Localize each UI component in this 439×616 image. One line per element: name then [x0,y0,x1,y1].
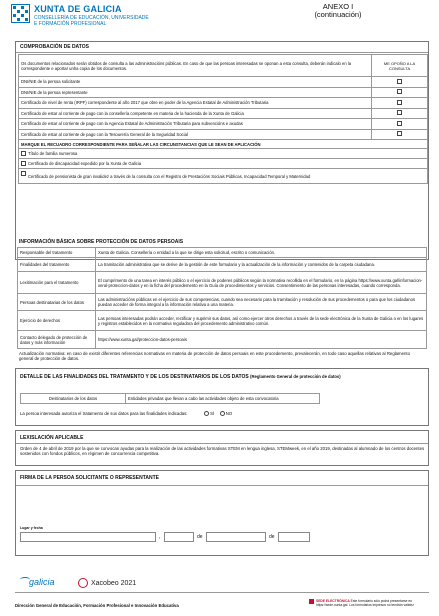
verification-item: DNI/NIE de la persoa solicitante [19,77,372,88]
brand-name: XUNTA DE GALICIA [34,4,122,14]
xunta-logo-icon [11,4,30,23]
protection-value: La tramitación administrativa que se derive de la gestión de este formulario y la actualización de la información y contenidos de la carpeta ciudadana. [96,258,427,272]
protection-label: Persoas destinatarias de los datos [18,294,96,311]
verification-item: Certificado de estar al corriente de pago con la Tesourería General de la Seguridad Social [19,129,372,140]
xacobeo-shell-icon [78,578,88,588]
protection-table [17,247,427,349]
table-row [18,311,427,331]
recipients-label: Destinatarios de los datos [21,394,126,404]
protection-link[interactable]: https://www.xunta.gal/proteccion-datos-persoais [96,331,427,349]
de-separator: de [269,534,275,540]
recipients-table [20,393,320,404]
oppose-checkbox[interactable] [397,131,402,136]
table-row [19,169,428,184]
circumstance-checkbox[interactable] [21,161,26,166]
signature-title: FIRMA DE LA PERSOA SOLICITANTE O REPRESENTANTE [20,475,159,481]
verification-item: Certificado de estar al corriente de pago con la Agencia Estatal de Administración Tributaria para subvencións e axudas [19,119,372,130]
authorize-row [20,411,232,416]
circumstance-checkbox[interactable] [21,151,26,156]
table-row [19,77,428,88]
normative-note: Actualización normativa: en caso de existir diferentes referencias normativas en materia de protección de datos persoais en este procedemento, prevalecerán, en todo caso aquellas relativas al Reglamento general de protección de datos. [19,351,410,362]
table-row [18,331,427,349]
oppose-checkbox[interactable] [397,121,402,126]
protection-value: Xunta de Galicia. Consellería o entidad a la que se dirige esta solicitud, escrito o comunicación. [96,248,427,258]
verification-intro: Os documentos relacionados serán obtidos de consulta a las administracións públicas. En caso de que las persoas interesadas se oponan a esta consulta, deberán indicalo en la correspondente e aportar unha copia de los documentos. [19,55,372,77]
recipients-value: Entidades privadas que llevan a cabo las actividades objeto de esta convocatoria [126,394,320,404]
year-input[interactable] [278,532,310,542]
footer-divider [15,592,429,593]
protection-label: Ejercicio de derechos [18,311,96,331]
table-row [21,394,320,404]
table-row [19,108,428,119]
oppose-checkbox[interactable] [397,110,402,115]
legislation-text: Orden de 4 de abril de 2019 por la que se convocan ayudas para la realización de las actividades formativas STEM en lengua inglesa, STEMweek, en el año 2019, destinadas al alumnado de los centros docentes sostenidos con fondos públicos, en régimen de concurrencia competitiva. [20,446,425,457]
oppose-header: ME OPOÑO A LA CONSULTA [372,55,428,77]
header [11,4,311,36]
circumstance-label: Certificado de discapacidad expedido por la Xunta de Galicia [28,160,142,166]
protection-section [15,235,429,362]
verification-title: COMPROBACIÓN DE DATOS [20,44,89,50]
authorize-text: La persoa interesada autoriza el tratamento de sus datos para las finalidades indicadas: [20,411,188,416]
protection-label: Finalidades del tratamento [18,258,96,272]
verification-item: DNI/NIE de la persoa representante [19,87,372,98]
circumstance-label: Título de familia numerosa [28,150,78,156]
table-row [18,258,427,272]
table-row [18,294,427,311]
authorize-no-radio[interactable] [220,411,225,416]
signature-section [15,470,429,556]
circumstance-checkbox[interactable] [21,171,26,176]
mark-title: MARQUE EL RECUADRO CORRESPONDIENTE PARA SEÑALAR LAS CIRCUNSTANCIAS QUE LE SEAN DE APLICACIÓN [19,140,428,149]
legislation-title: LEXISLACIÓN APLICABLE [20,435,84,441]
department-name: CONSELLERÍA DE EDUCACIÓN, UNIVERSIDADE E FORMACIÓN PROFESIONAL [34,15,149,27]
protection-title: INFORMACIÓN BÁSICA SOBRE PROTECCIÓN DE DATOS PERSOAIS [19,239,184,245]
xacobeo-logo: Xacobeo 2021 [78,578,136,588]
table-row [19,119,428,130]
table-row [18,248,427,258]
verification-item: Certificado de estar al corriente de pago con la consellería competente en materia de la hacienda de la Xunta de Galicia [19,108,372,119]
circumstance-label: Certificado de pensionista de gran invalidez a través de la consulta con el Registro de Prestacións Sociais Públicas, Incapacidad Temporal y Maternidad [28,173,311,179]
verification-section [15,41,429,260]
authorize-yes-radio[interactable] [204,411,209,416]
authorize-yes-label: SÍ [210,411,215,416]
sede-icon [309,599,314,604]
protection-label: Contacto delegado de protección de datos y más información [18,331,96,349]
directorate-name: Dirección General de Educación, Formación Profesional e Innovación Educativa [15,603,179,608]
oppose-checkbox[interactable] [397,100,402,105]
protection-value: Las persoas interesadas podrán acceder, rectificar y suprimir sus datos, así como ejercer otros derechos a través de la sede electrónica de la Xunta de Galicia o en los lugares y registros establecidos en la normativa reguladora del procedemento administrativo común. [96,311,427,331]
sede-notice: SEDE ELECTRÓNICA Este formulario sólo podrá presentarse en https://sede.xunta.gal. Los formularios impresos no tendrán validez [309,599,435,607]
protection-value: Las administracións públicas en el ejercicio de sus competencias, cuando sea necesario para la tramitación y resolución de sus procedementos o para que los ciudadanos puedan acceder de forma integral a la información relativa a una materia. [96,294,427,311]
oppose-checkbox[interactable] [397,89,402,94]
comma-separator: , [159,534,161,540]
purposes-title: DETALLE DE LAS FINALIDADES DEL TRATAMENTO Y DE LOS DESTINATARIOS DE LOS DATOS (Reglamento General de protección de datos) [20,374,341,380]
protection-label: Lexitimación para el tratamento [18,272,96,294]
place-input[interactable] [20,532,156,542]
table-row [19,149,428,159]
place-date-label: Lugar y fecha [20,526,43,530]
protection-label: Responsable del tratamento [18,248,96,258]
purposes-section [15,368,429,426]
table-row [18,272,427,294]
galicia-logo: galicia [20,577,55,587]
protection-value: El cumprimento de una tarea en interés público o el ejercicio de poderes públicos según la normativa recollida en el formulario, en la página https://www.xunta.gal/informacion-xeral-proteccion-datos y en la ficha del procedemento en la Guía de procedimientos y servicios. Consentimiento de las personas interesadas, cuando corresponda. [96,272,427,294]
table-row [19,159,428,169]
authorize-no-label: NO [225,411,233,416]
de-separator: de [197,534,203,540]
legislation-section [15,430,429,466]
verification-table [18,54,428,184]
verification-item: Certificado de nivel de renta (IRPF) correspondente al año 2017 que obre en poder de la Agencia Estatal de Administración Tributaria [19,98,372,109]
day-input[interactable] [164,532,194,542]
month-input[interactable] [206,532,266,542]
table-row [19,87,428,98]
oppose-checkbox[interactable] [397,79,402,84]
annex-title: ANEXO I (continuación) [314,2,362,19]
table-row [19,98,428,109]
table-row [19,129,428,140]
